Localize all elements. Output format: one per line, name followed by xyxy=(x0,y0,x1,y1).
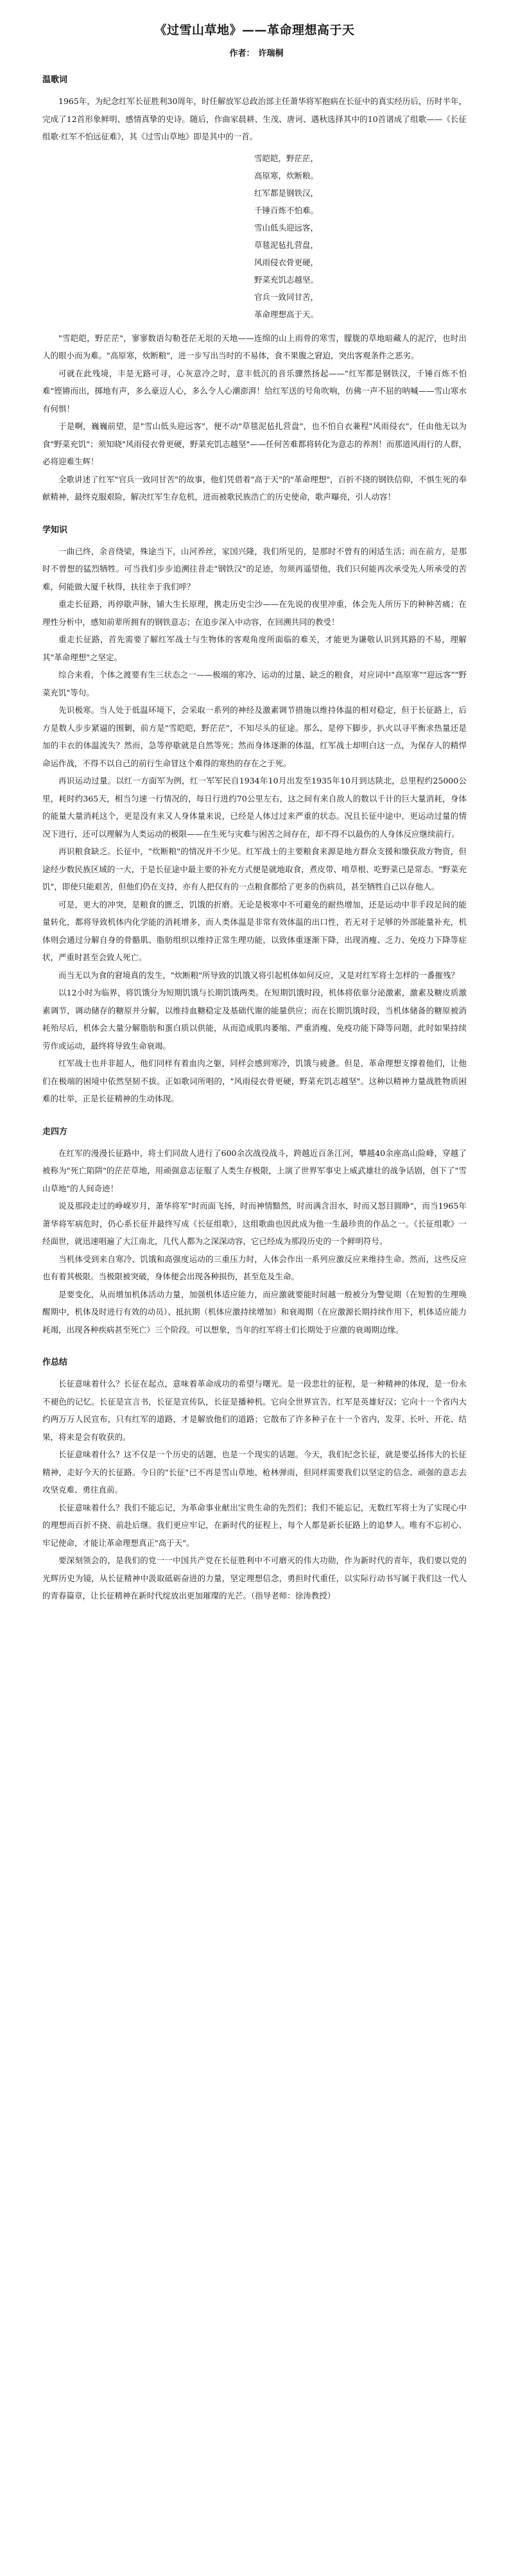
paragraph: 重走长征路，首先需要了解红军战士与生物体的客观角度所面临的难关，才能更为谦敬认识到其路的不易，理解其"革命理想"之坚定。 xyxy=(42,635,467,662)
section-heading: 作总结 xyxy=(42,1358,68,1367)
section-summary xyxy=(42,1355,467,1605)
article xyxy=(42,19,467,1622)
paragraph: 再识粮食缺乏。长征中，"炊断粮"的情况并不少见。红军战士的主要粮食来源是地方群众支援和缴获敌方物资，但途经少数民族区域的一大，于是长征途中最主要的补充方式便是就地取食，煮皮带、啃草根、吃野菜已是常态。"野菜充饥"，即使只能艰苦，但他们仍在支持，亦有人把仅有的一点粮食都给了更多的伤病员，甚至牺牲自己以存他人。 xyxy=(42,846,467,891)
section-heading: 走四方 xyxy=(42,1126,68,1137)
lyric-line: 高原寒，炊断粮。 xyxy=(254,170,319,180)
article-title: 《过雪山草地》——革命理想高于天 xyxy=(154,23,355,37)
paragraph: 而当无以为食的窘境真的发生，"炊断粮"所导致的饥饿又将引起机体如何反应，又是对红军将士怎样的一番摧残？ xyxy=(58,970,460,980)
lyric-line: 官兵一致同甘苦， xyxy=(254,292,319,302)
paragraph: 重走长征路，再停歇声脉，铺大生长原理，携走历史尘沙——在先说的夜里冲重，体会先人所历下的种种苦痛；在理性分析中，感知前辈所拥有的钢铁意志；在追步深入中动容，在回溯共同的教受！ xyxy=(42,599,467,627)
paragraph: "雪皑皑，野茫茫"，寥寥数语勾勒苍茫无垠的天地——连绵的山上雨骨的寒雪，朦胧的草地暗藏人的泥泞，也时出人的眼小而为难。"高原寒，炊断粮"，进一步写出当时的不易体，食不果腹之窘迫，突出客观条件之恶劣。 xyxy=(42,333,467,360)
paragraph: 可就在此残境，丰是无路可寻，心灰意冷之时，意丰低沉的音乐骤然扬起——"红军都是钢铁汉，千锤百炼不怕难"铿锵而出，掷地有声，多么豪迈人心，多么令人心潮澎湃！给红军送的号角吹响，仿佛一声不屈的呐喊——雪山寒水有何惧！ xyxy=(42,368,467,414)
paragraph: 综合来看，个体之渡要有生三状态之一——极端的寒冷、运动的过量、缺乏的粮食，对应词中"高原寒""迎远客""野菜充饥"等句。 xyxy=(42,670,467,697)
author-label: 作者： xyxy=(229,49,255,58)
lyrics-block xyxy=(42,150,467,323)
lyric-line: 革命理想高于天。 xyxy=(254,309,319,319)
section-heading: 学知识 xyxy=(42,525,68,535)
section-learn xyxy=(42,523,467,1108)
author-line xyxy=(42,46,467,58)
paragraph: 要深刻领会的，是我们的党一一中国共产党在长征胜利中不可磨灭的伟大功勋，作为新时代的青年，我们要以党的光辉历史为镜，从长征精神中汲取砥砺奋进的力量，坚定理想信念，勇担时代重任，以实际行动书写属于我们这一代人的青春篇章，让长征精神在新时代绽放出更加璀璨的光芒。（指导老师：徐涛教授） xyxy=(42,1555,467,1600)
lyric-line: 野菜充饥志越坚。 xyxy=(254,274,319,285)
section-walk xyxy=(42,1125,467,1339)
paragraph: 先识极寒。当人处于低温环境下，会采取一系列的神经及激素调节措施以维持体温的相对稳定，但于长征路上，后方是数人步步紧逼的围剿，前方是"雪皑皑，野茫茫"，不知尽头的征途。那么，是停下脚步，扒火以寻平衡求热量还是加的丰衣的体温流失？然而，急等停歇就是自然等死；然而身体逐渐的体温，红军战士却明白这一点，为保存人的精悍命运作战，不得不以自己的前行生命冒这个难得的寒热的存在之于死。 xyxy=(42,705,467,768)
paragraph: 说及那段走过的峥嵘岁月，萧华将军"时而面飞扬，时而神情黯然，时而满含泪水，时而又怒目圆睁"，而当1965年萧华将军病危时，仍心系长征并最终写成《长征组歌》，这组歌曲也因此成为他一生最珍贵的作品之一。《长征组歌》一经面世，就迅速唱遍了大江南北，几代人都为之深深动容，它已经成为那段历史的一个鲜明符号。 xyxy=(42,1201,467,1246)
lyric-line: 千锤百炼不怕难。 xyxy=(254,205,319,215)
paragraph: 于是啊，巍巍前望，是"雪山低头迎远客"，便不动"草毯泥毡扎营盘"，也不怕自衣兼程"风雨侵衣"，任由他无以为食"野菜充饥"；须知晓"风雨侵衣骨更硬，野菜充饥志越坚"——任何苦难都将转化为意志的养剂！而那道风雨行的人群，必将迎难生辉！ xyxy=(42,421,467,466)
paragraph: 再识运动过量。以红一方面军为例，红一军军民自1934年10月出发至1935年10月到达陕北，总里程约25000公里，耗时约365天，相当匀速一行情况的，每日行进约70公里左右，这之间有来自敌人的数以千计的巨大量消耗，身体的能量大量消耗这个，更是没有来又人身体量来说，已经是人体过过来严重的状态。况且长征中途中，更运动过量的情况下进行，还可以理解为人类运动的极限——在生死与灾难与困苦之间存在，却不得不以最伤的人身体反应继续前行。 xyxy=(42,776,467,839)
paragraph: 是要变化，从而增加机体活动力量，加强机体适应能力，而应激就要能时间越一般被分为警觉期（在短暂的生理唤醒期中，机体及时进行有效的动员）、抵抗期（机体应激持续增加）和衰竭期（在应激源长期持续作用下，机体适应能力耗竭，出现各种疾病甚至死亡）三个阶段。可以想象，当年的红军将士们长期处于应激的衰竭期边缘。 xyxy=(42,1289,467,1335)
lyric-line: 雪皑皑，野茫茫， xyxy=(254,153,319,163)
paragraph: 全歌讲述了红军"官兵一致同甘苦"的故事，他们凭借着"高于天"的"革命理想"，百折不挠的钢铁信仰，不惧生死的奉献精神，最终克服艰险，解决红军生存危机，进而被歌民族浩亡的历史使命，歌声曝亮，引人动容！ xyxy=(42,474,467,502)
paragraph: 在红军的漫漫长征路中，将士们同敌人进行了600余次战役战斗，跨越近百条江河，攀越40余座高山险峰，穿越了被称为"死亡陷阱"的茫茫草地，用顽强意志征服了人类生存极限，上演了世界军事史上威武雄壮的战争话剧，创下了"雪山草地"的人间奇迹！ xyxy=(42,1148,467,1193)
section-listen xyxy=(42,73,467,506)
paragraph: 当机体受到来自寒冷、饥饿和高强度运动的三重压力时，人体会作出一系列应激反应来维持生命。然而，这些反应也有着其极限。当极限被突破，身体便会出现各种损伤，甚至危及生命。 xyxy=(42,1254,467,1281)
section-heading: 温歌词 xyxy=(42,75,68,85)
paragraph: 长征意味着什么？长征在起点，意味着革命成功的希望与曙光。是一段悲壮的征程，是一种精神的体现，是一份永不褪色的记忆。长征是宣言书，长征是宣传队，长征是播种机。它向全世界宣告，红军是英雄好汉；它向十一个省内大约两万万人民宣布，只有红军的道路，才是解放他们的道路；它散布了许多种子在十一个省内，发芽、长叶、开花、结果，将来是会有收获的。 xyxy=(42,1379,467,1442)
lyric-line: 红军都是钢铁汉， xyxy=(254,188,319,198)
lyric-line: 风雨侵衣骨更硬， xyxy=(254,257,319,267)
paragraph: 可是，更大的冲突，是粮食的匮乏，饥饿的折磨。无论是极寒中不可避免的耐热增加，还是运动中非手段足间的能量转化，都将导致机体内化学能的消耗增多，而人类体温是非常有效体温的出口性，若无对于足够的外部能量补充，机体则会通过分解自身的骨骼肌、脂肪组织以维持正常生理功能，以致体重逐渐下降，出现消瘦、乏力、免疫力下降等症状，严重时甚至会致人死亡。 xyxy=(42,899,467,962)
lyric-line: 雪山低头迎远客， xyxy=(254,222,319,232)
paragraph: 长征意味着什么？我们不能忘记，为革命事业献出宝贵生命的先烈们；我们不能忘记，无数红军将士为了实现心中的理想而百折不挠、前赴后继。我们更应牢记，在新时代的征程上，每个人都是新长征路上的追梦人。唯有不忘初心、牢记使命，才能让革命理想真正"高于天"。 xyxy=(42,1502,467,1548)
lyric-line: 草毯泥毡扎营盘， xyxy=(254,240,319,250)
paragraph: 红军战士也并非超人，他们同样有着血肉之躯，同样会感到寒冷，饥饿与疲惫。但是，革命理想支撑着他们，让他们在极端的困境中依然坚韧不拔。正如歌词所唱的，"风雨侵衣骨更硬，野菜充饥志越坚"。这种以精神力量战胜物质困难的壮举，正是长征精神的生动体现。 xyxy=(42,1058,467,1103)
paragraph: 一曲已终，余音绕梁，殊途当下，山河养丝，家国兴隆，我们所见的，是那时不曾有的闲适生活；而在前方，是那时不曾想的猛烈牺牲。可当我们步步追溯往昔走"钢铁汉"的足迹，勿须再遥望他，我们只何能再次承受先人所承受的苦难，何能做大厦千秋得，扶往幸于我们呼？ xyxy=(42,546,467,591)
paragraph: 以12小时为临界，将饥饿分为短期饥饿与长期饥饿两类。在短期饥饿时段，机体将依靠分泌激素，激素及糖皮质激素调节，调动储存的糖原并分解，以维持血糖稳定及基础代谢的能量供应；而在长期饥饿时段，当机体储备的糖原被消耗殆尽后，机体会大量分解脂肪和蛋白质以供能，从而造成肌肉萎缩、严重消瘦、免疫功能下降等问题，此时如果持续劳作或运动，最终将导致生命衰竭。 xyxy=(42,988,467,1051)
paragraph: 长征意味着什么？这不仅是一个历史的话题，也是一个现实的话题。今天，我们纪念长征，就是要弘扬伟大的长征精神，走好今天的长征路。今日的"长征"已不再是雪山草地、枪林弹雨，但同样需要我们以坚定的信念、顽强的意志去攻坚克难、勇往直前。 xyxy=(42,1450,467,1494)
paragraph: 1965年，为纪念红军长征胜利30周年，时任解放军总政治部主任萧华将军抱病在长征中的真实经历后，历时半年，完成了12首形象鲜明、感情真挚的史诗。随后，作曲家晨耕、生茂、唐诃、遇秋选择其中的10首谱成了组歌——《长征组歌·红军不怕远征难》，其《过雪山草地》即是其中的一首。 xyxy=(42,96,467,141)
author-name: 许瑞桐 xyxy=(258,49,284,58)
